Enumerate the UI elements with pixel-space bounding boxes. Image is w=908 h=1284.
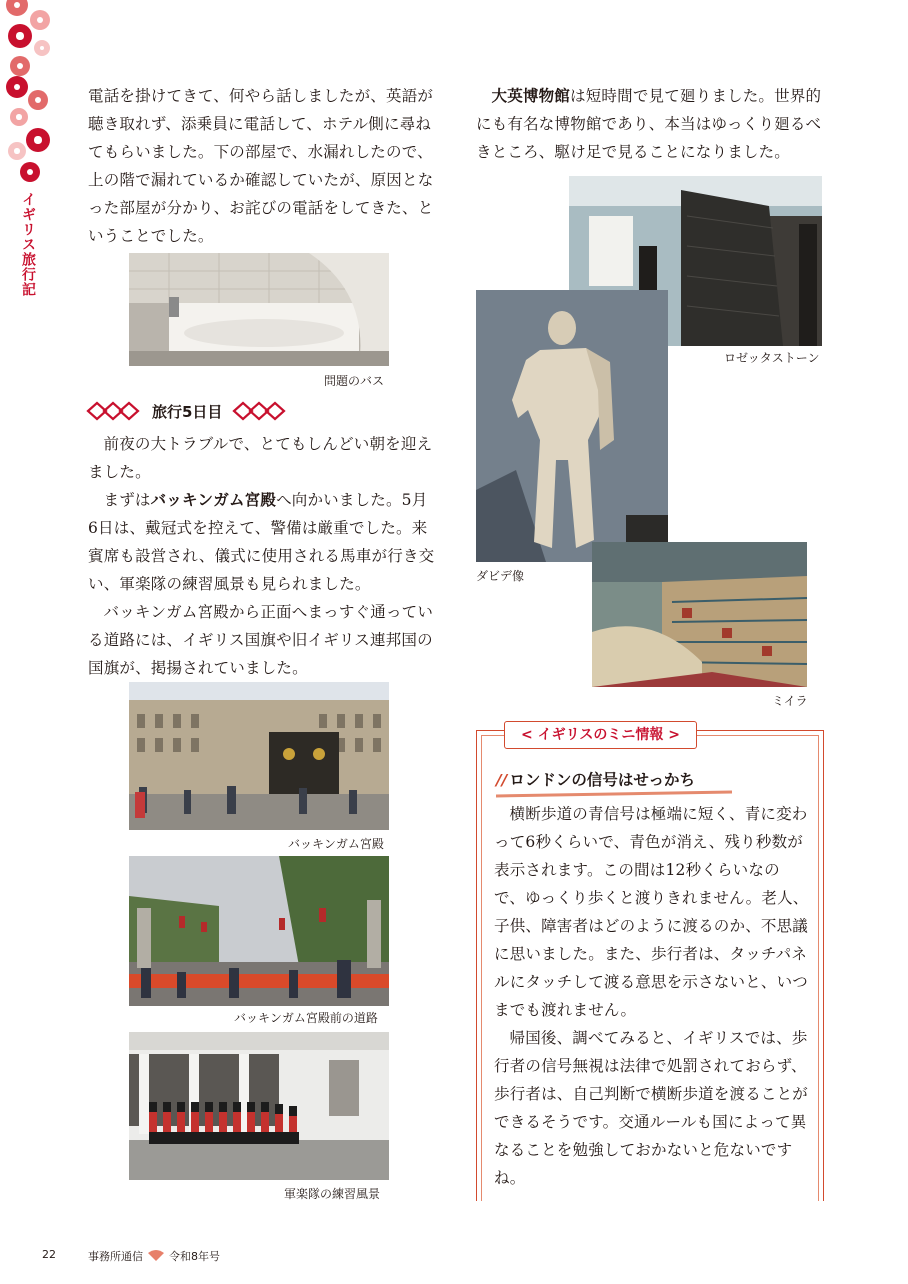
photo-band: [129, 1032, 389, 1180]
issue-label: 令和8年号: [169, 1250, 220, 1263]
day5-paragraph-3: バッキンガム宮殿から正面へまっすぐ通っている道路には、イギリス国旗や旧イギリス連邦国の国旗が、掲揚されていました。: [88, 603, 434, 677]
mini-info-tag-text: イギリスのミニ情報: [537, 727, 664, 743]
plum-blossom-icon: [6, 76, 28, 98]
british-museum-bold: 大英博物館: [491, 86, 571, 105]
photo-mummy-caption: ミイラ: [772, 694, 808, 708]
museum-text: は短時間で見て廻りました。世界的にも有名な博物館であり、本当はゆっくり廻るべきところ、駆け足で見ることになりました。: [476, 87, 822, 161]
day5-paragraph-1: 前夜の大トラブルで、とてもしんどい朝を迎えました。: [88, 435, 433, 481]
diamond-chain-ornament-icon: [86, 400, 142, 422]
mummy-image: [592, 542, 807, 687]
bath-image: [129, 253, 389, 366]
paragraph-text: 電話を掛けてきて、何やら話しましたが、英語が聴き取れず、添乗員に電話して、ホテル側に尋ねてもらいました。下の部屋で、水漏れしたので、上の階で漏れているか確認していたが、原因となった部屋が分かり、お詫びの電話をしてきた、ということでした。: [88, 87, 434, 245]
plum-blossom-icon: [10, 56, 30, 76]
museum-paragraph: [476, 82, 824, 166]
diamond-chain-ornament-icon: [232, 400, 288, 422]
page-number: 22: [42, 1248, 56, 1261]
photo-palace-caption: バッキンガム宮殿: [288, 837, 384, 851]
road-image: [129, 856, 389, 1006]
palace-image: [129, 682, 389, 830]
photo-bath: [129, 253, 389, 366]
left-intro-paragraph: [88, 82, 436, 250]
publication-name: 事務所通信: [88, 1250, 143, 1263]
day5-p2-post: へ向かいました。5月6日は、戴冠式を控えて、警備は厳重でした。来賓席も設営され、儀式に使用される馬車が行き交い、軍楽隊の練習風景も見られました。: [88, 491, 435, 593]
mini-info-body: [494, 800, 810, 1192]
day5-heading: [86, 400, 288, 422]
photo-band-caption: 軍楽隊の練習風景: [284, 1187, 381, 1201]
plum-blossom-icon: [10, 108, 28, 126]
buckingham-palace-bold: バッキンガム宮殿: [150, 490, 277, 509]
photo-statue-caption: ダビデ像: [476, 569, 525, 583]
statue-image: [476, 290, 668, 562]
photo-road: [129, 856, 389, 1006]
day5-body: [88, 430, 436, 682]
mini-info-subheading-text: ロンドンの信号はせっかち: [509, 771, 696, 789]
fan-icon: [147, 1250, 165, 1262]
slash-ornament-icon: //: [496, 771, 508, 789]
plum-blossom-icon: [26, 128, 50, 152]
photo-palace: [129, 682, 389, 830]
plum-blossom-icon: [8, 24, 32, 48]
day5-p2-pre: まずは: [103, 491, 151, 509]
plum-blossom-icon: [8, 142, 26, 160]
section-title-vertical: イギリス旅行記: [20, 192, 36, 297]
photo-rosetta-caption: ロゼッタストーン: [724, 351, 820, 365]
mini-info-paragraph-1: 横断歩道の青信号は極端に短く、青に変わって6秒くらいで、青色が消え、残り秒数が表示されます。この間は12秒くらいなので、ゆっくり歩くと渡りきれません。老人、子供、障害者はどのように渡るのか、不思議に思いました。また、歩行者は、タッチパネルにタッチして渡る意思を示さないと、いつまでも渡れません。: [494, 805, 809, 1019]
photo-bath-caption: 問題のバス: [324, 374, 385, 388]
photo-road-caption: バッキンガム宮殿前の道路: [234, 1011, 378, 1025]
mini-info-tag: < イギリスのミニ情報 >: [504, 721, 697, 749]
plum-blossom-icon: [34, 40, 50, 56]
footer-publication: [88, 1248, 220, 1264]
day5-heading-text: 旅行5日目: [152, 402, 223, 421]
mini-info-paragraph-2: 帰国後、調べてみると、イギリスでは、歩行者の信号無視は法律で処罰されておらず、歩行者は、自己判断で横断歩道を渡ることができるそうです。交通ルールも国によって異なることを勉強しておかないと危ないですね。: [494, 1029, 809, 1187]
mini-info-subheading: [496, 768, 695, 790]
plum-blossom-icon: [30, 10, 50, 30]
plum-blossom-icon: [28, 90, 48, 110]
photo-statue: [476, 290, 668, 562]
plum-blossom-icon: [6, 0, 28, 16]
day5-paragraph-2: [88, 486, 436, 598]
subheading-underline: [496, 790, 736, 798]
photo-mummy: [592, 542, 807, 687]
band-image: [129, 1032, 389, 1180]
plum-blossom-icon: [20, 162, 40, 182]
